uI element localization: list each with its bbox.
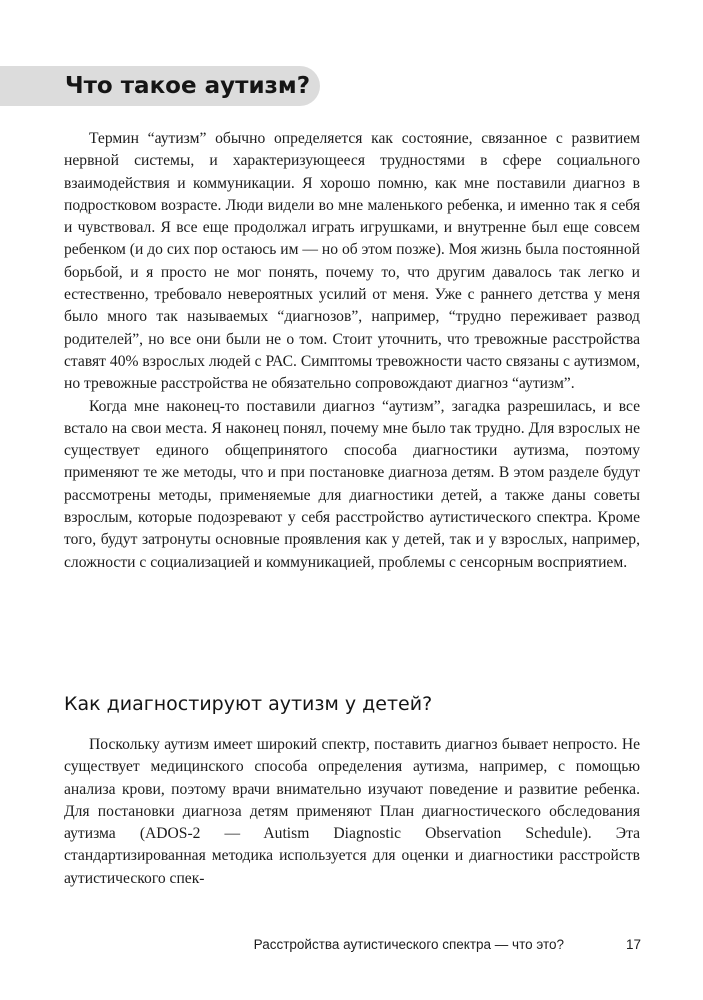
paragraph: Когда мне наконец-то поставили диагноз “аутизм”, загадка разрешилась, и все встало на свои места. Я наконец понял, почему мне было так трудно. Для взрослых не существует единого общепринятого способа диагностики аутизма, поэтому применяют те же методы, что и при постановке диагноза детям. В этом разделе будут рассмотрены методы, применяемые для диагностики детей, а также даны советы взрослым, которые подозревают у себя расстройство аутистического спектра. Кроме того, будут затронуты основные проявления как у детей, так и у взрослых, например, сложности с социализацией и коммуникацией, проблемы с сенсорным восприятием. bbox=[64, 397, 640, 571]
page-footer bbox=[0, 934, 703, 956]
page-number: 17 bbox=[626, 937, 642, 952]
section-body bbox=[64, 128, 640, 574]
subsection-body bbox=[64, 734, 640, 890]
paragraph: Поскольку аутизм имеет широкий спектр, поставить диагноз бывает непросто. Не существует медицинского способа определения аутизма, например, с помощью анализа крови, поэтому врачи внимательно изучают поведение и развитие ребенка. Для постановки диагноза детям применяют План диагностического обследования аутизма (ADOS-2 — Autism Diagnostic Observation Schedule). Эта стандартизированная методика используется для оценки и диагностики расстройств аутистического спек- bbox=[64, 736, 640, 887]
paragraph: Термин “аутизм” обычно определяется как состояние, связанное с развитием нервной системы, и характеризующееся трудностями в сфере социального взаимодействия и коммуникации. Я хорошо помню, как мне поставили диагноз в подростковом возрасте. Люди видели во мне маленького ребенка, и именно так я себя и чувствовал. Я все еще продолжал играть игрушками, и внутренне был еще совсем ребенком (и до сих пор остаюсь им — но об этом позже). Моя жизнь была постоянной борьбой, и я просто не мог понять, почему то, что другим давалось так легко и естественно, требовало невероятных усилий от меня. Уже с раннего детства у меня было много так называемых “диагнозов”, например, “трудно переживает развод родителей”, но все они были не о том. Стоит уточнить, что тревожные расстройства ставят 40% взрослых людей с РАС. Симптомы тревожности часто связаны с аутизмом, но тревожные расстройства не обязательно сопровождают диагноз “аутизм”. bbox=[64, 130, 640, 393]
subsection-heading: Как диагностируют аутизм у детей? bbox=[64, 693, 433, 715]
running-title: Расстройства аутистического спектра — что это? bbox=[253, 937, 564, 952]
section-heading: Что такое аутизм? bbox=[65, 73, 311, 99]
